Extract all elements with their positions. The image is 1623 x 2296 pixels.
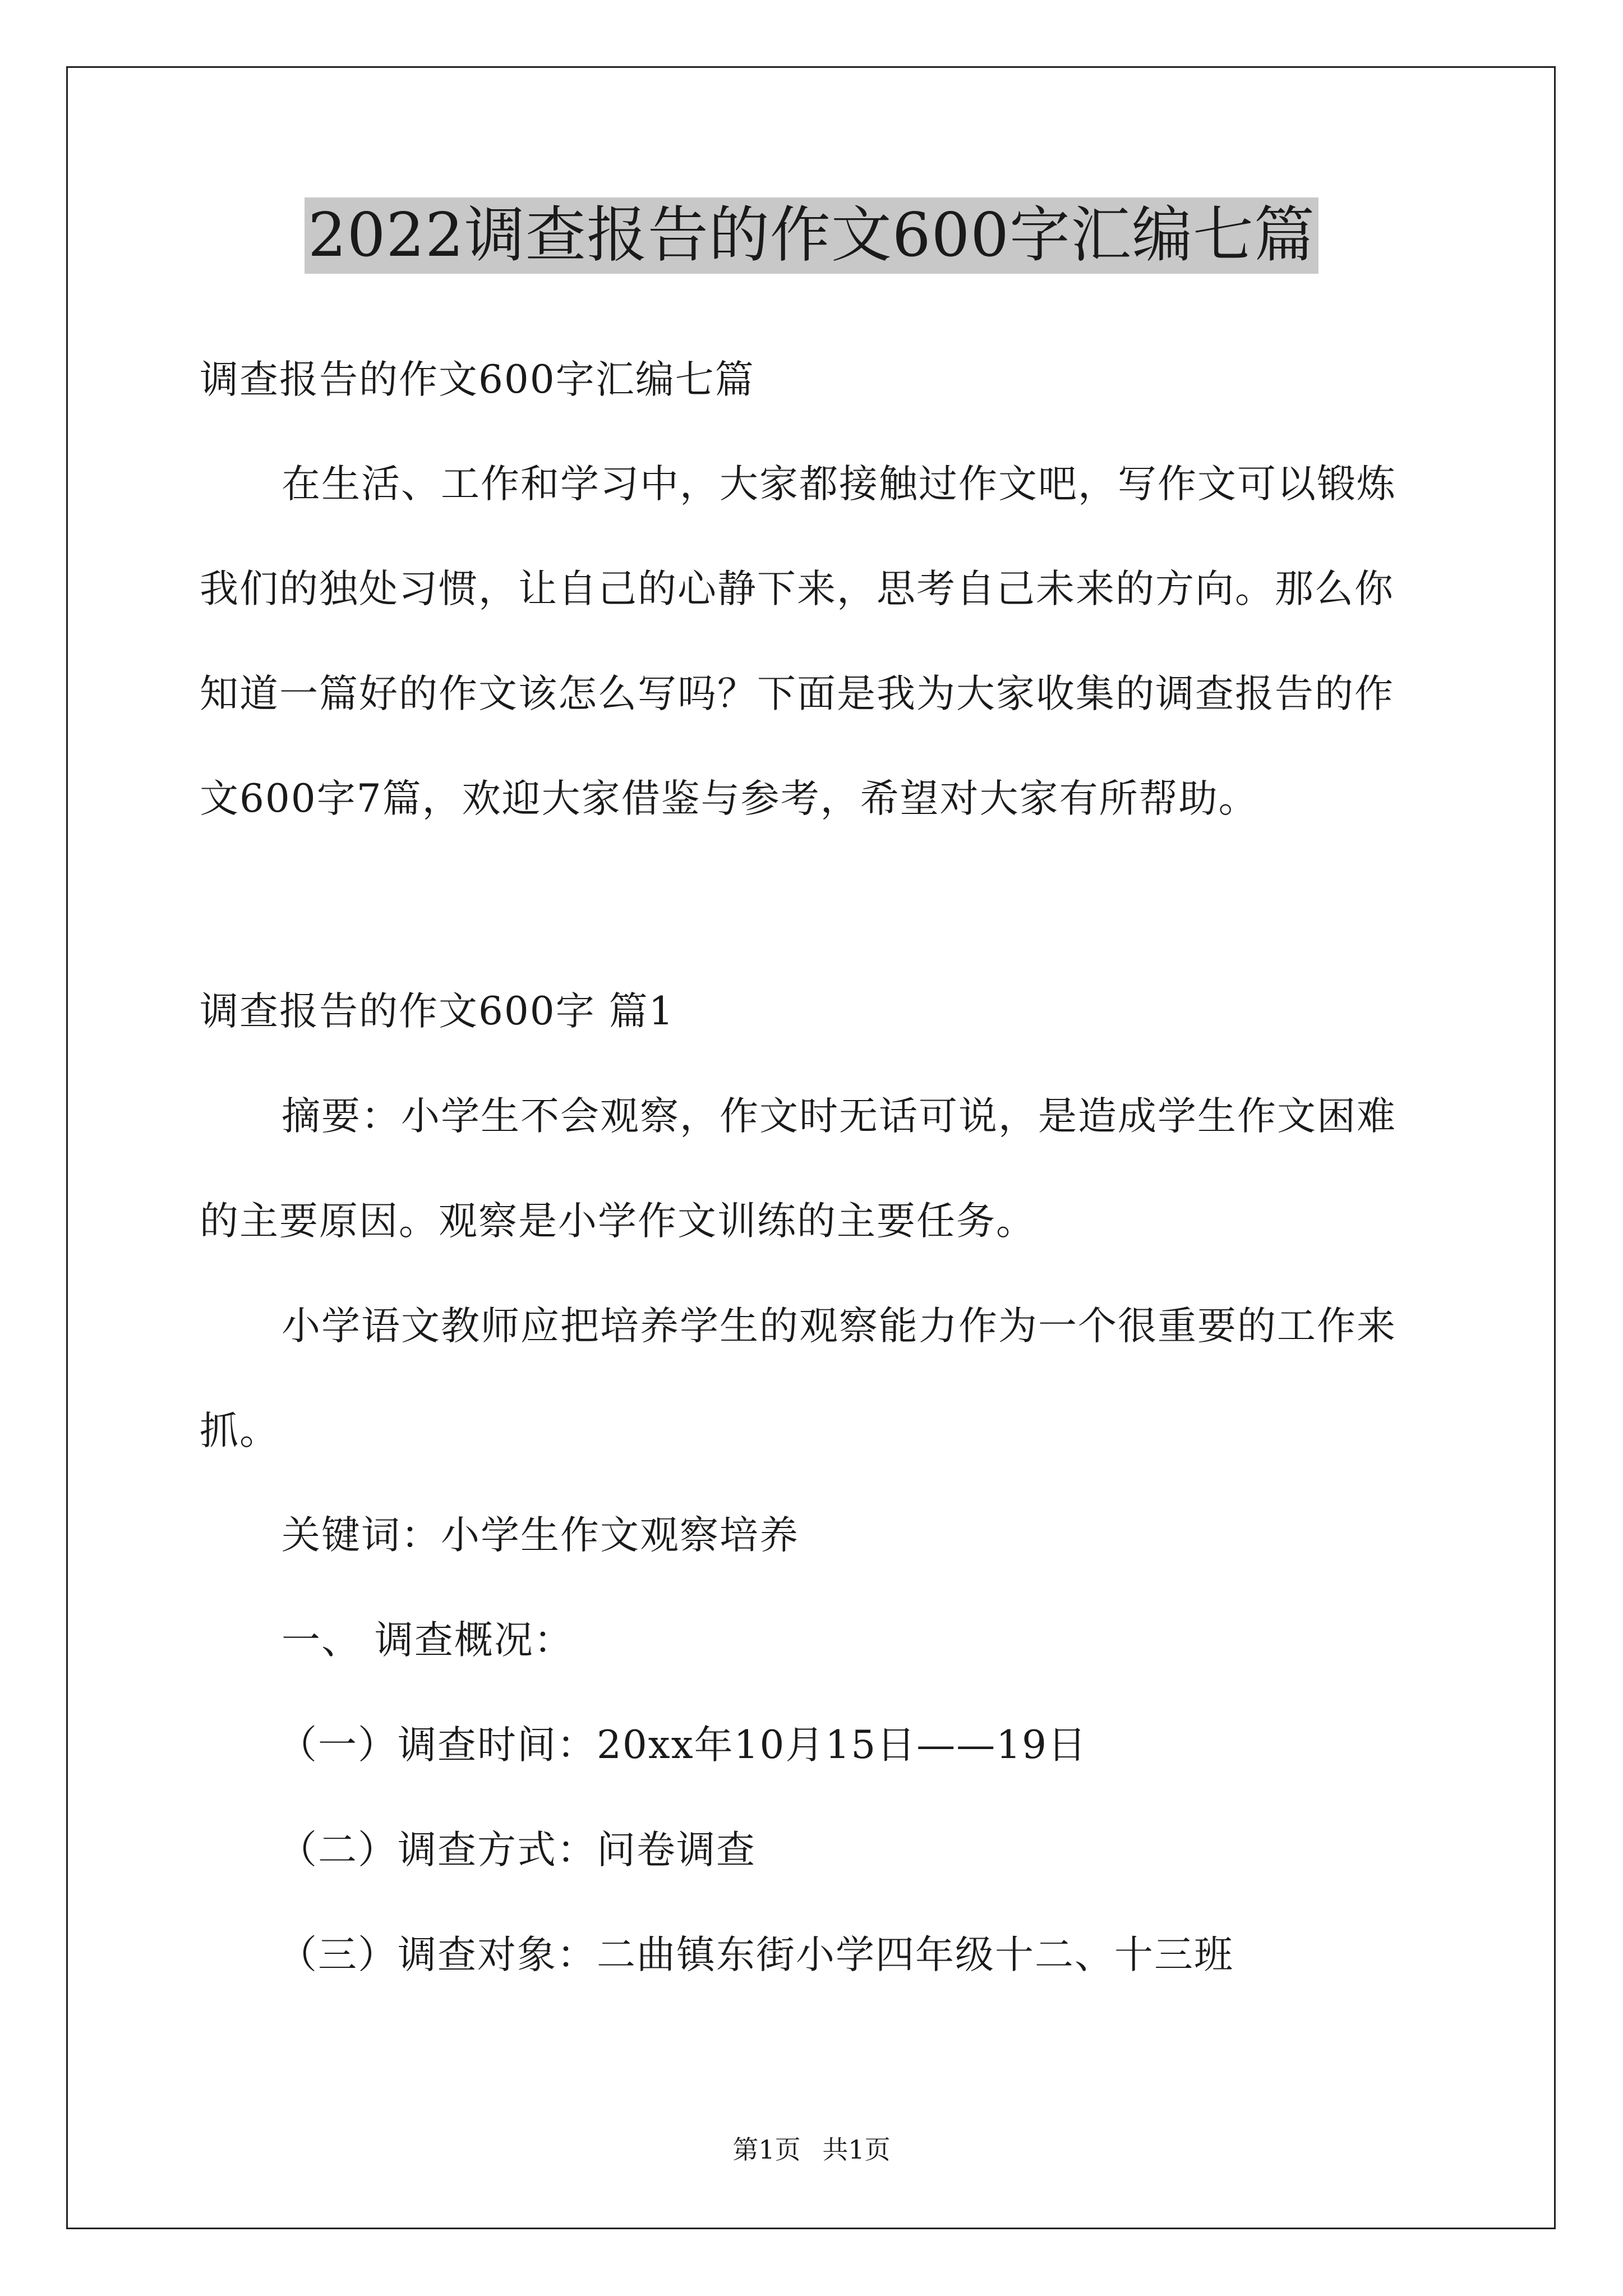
outline-item: （二）调查方式：问卷调查 [278,1828,756,1872]
paragraph-line: 小学语文教师应把培养学生的观察能力作为一个很重要的工作来 [282,1304,1396,1349]
outline-item: （一）调查时间：20xx年10月15日——19日 [278,1723,1088,1768]
outline-item: （三）调查对象：二曲镇东街小学四年级十二、十三班 [278,1932,1234,1977]
page-footer [0,2133,1623,2166]
document-title: 2022调查报告的作文600字汇编七篇 [305,197,1318,274]
paragraph-line: 抓。 [200,1409,279,1453]
page-total: 共1页 [822,2134,891,2165]
page-current: 第1页 [732,2134,801,2165]
document-subtitle: 调查报告的作文600字汇编七篇 [200,357,755,402]
abstract-line: 的主要原因。观察是小学作文训练的主要任务。 [200,1199,1036,1244]
title-container [0,197,1623,274]
intro-line: 知道一篇好的作文该怎么写吗？下面是我为大家收集的调查报告的作 [200,671,1394,716]
intro-line: 在生活、工作和学习中，大家都接触过作文吧，写作文可以锻炼 [282,462,1396,507]
intro-line: 文600字7篇，欢迎大家借鉴与参考，希望对大家有所帮助。 [200,776,1258,821]
section-heading: 调查报告的作文600字 篇1 [200,989,675,1034]
outline-heading: 一、 调查概况： [282,1618,574,1663]
intro-line: 我们的独处习惯，让自己的心静下来，思考自己未来的方向。那么你 [200,567,1394,611]
abstract-line: 摘要：小学生不会观察，作文时无话可说，是造成学生作文困难 [282,1094,1396,1139]
keywords: 关键词：小学生作文观察培养 [282,1513,799,1558]
